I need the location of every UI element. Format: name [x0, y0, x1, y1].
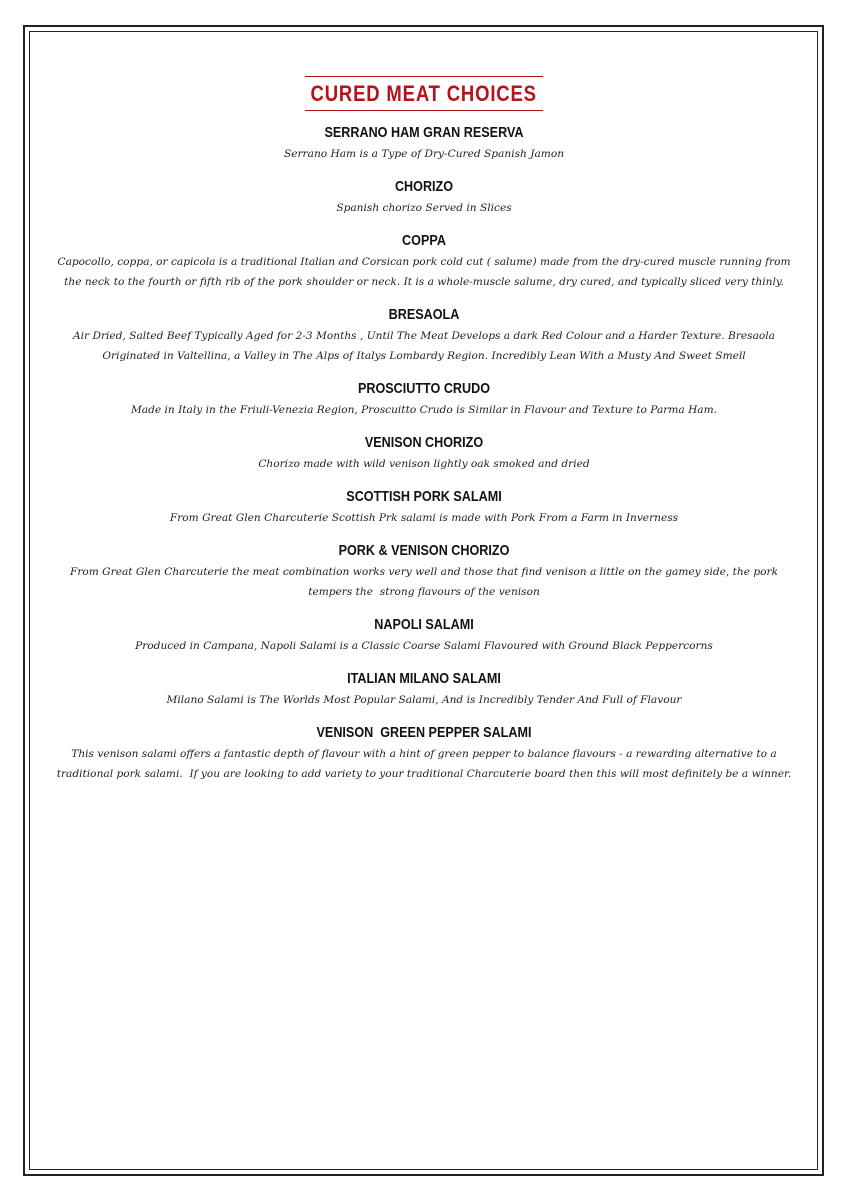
- item-description: From Great Glen Charcuterie Scottish Prk salami is made with Pork From a Farm in Inverness: [169, 512, 679, 524]
- item-name: COPPA: [402, 232, 446, 249]
- item-name: BRESAOLA: [388, 306, 460, 323]
- item-description: From Great Glen Charcuterie the meat combination works very well and those that find venison a little on the gamey side, the pork tempers the strong flavours of the venison: [69, 566, 782, 598]
- menu-item-italian-milano-salami: [50, 669, 798, 710]
- item-description: This venison salami offers a fantastic depth of flavour with a hint of green pepper to balance flavours - a rewarding alternative to a traditional pork salami. If you are looking to add variety to your traditional Charcuterie board then this will most definitely be a winner.: [56, 748, 792, 780]
- menu-content: [50, 76, 798, 797]
- item-name: VENISON GREEN PEPPER SALAMI: [316, 724, 532, 741]
- item-description: Spanish chorizo Served in Slices: [336, 202, 512, 214]
- item-name: VENISON CHORIZO: [364, 434, 484, 451]
- item-description: Produced in Campana, Napoli Salami is a Classic Coarse Salami Flavoured with Ground Black Peppercorns: [135, 640, 713, 652]
- menu-item-scottish-pork-salami: [50, 487, 798, 528]
- item-name: PORK & VENISON CHORIZO: [338, 542, 510, 559]
- item-description: Made in Italy in the Friuli-Venezia Region, Proscuitto Crudo is Similar in Flavour and Texture to Parma Ham.: [130, 404, 718, 416]
- menu-item-napoli-salami: [50, 615, 798, 656]
- menu-item-venison-chorizo: [50, 433, 798, 474]
- item-description: Capocollo, coppa, or capicola is a traditional Italian and Corsican pork cold cut ( salume) made from the dry-cured muscle running from the neck to the fourth or fifth rib of the pork shoulder or neck. It is a whole-muscle salume, dry cured, and typically sliced very thinly.: [57, 256, 794, 288]
- menu-item-venison-green-pepper-salami: [50, 723, 798, 784]
- menu-title: CURED MEAT CHOICES: [310, 81, 538, 106]
- item-name: PROSCIUTTO CRUDO: [357, 380, 491, 397]
- menu-item-coppa: [50, 231, 798, 292]
- menu-item-chorizo: [50, 177, 798, 218]
- item-description: Air Dried, Salted Beef Typically Aged for 2-3 Months , Until The Meat Develops a dark Red Colour and a Harder Texture. Bresaola Originated in Valtellina, a Valley in The Alps of Italys Lombardy Region. Incredibly Lean With a Musty And Sweet Smell: [72, 330, 779, 362]
- item-name: SERRANO HAM GRAN RESERVA: [324, 124, 524, 141]
- menu-item-bresaola: [50, 305, 798, 366]
- menu-item-serrano-ham: [50, 123, 798, 164]
- item-name: ITALIAN MILANO SALAMI: [347, 670, 501, 687]
- item-name: SCOTTISH PORK SALAMI: [346, 488, 502, 505]
- item-name: CHORIZO: [394, 178, 454, 195]
- item-description: Milano Salami is The Worlds Most Popular Salami, And is Incredibly Tender And Full of Flavour: [166, 694, 682, 706]
- item-description: Chorizo made with wild venison lightly oak smoked and dried: [258, 458, 590, 470]
- menu-item-prosciutto-crudo: [50, 379, 798, 420]
- item-name: NAPOLI SALAMI: [374, 616, 474, 633]
- item-description: Serrano Ham is a Type of Dry-Cured Spanish Jamon: [283, 148, 565, 160]
- menu-item-pork-venison-chorizo: [50, 541, 798, 602]
- title-rule: [305, 76, 542, 111]
